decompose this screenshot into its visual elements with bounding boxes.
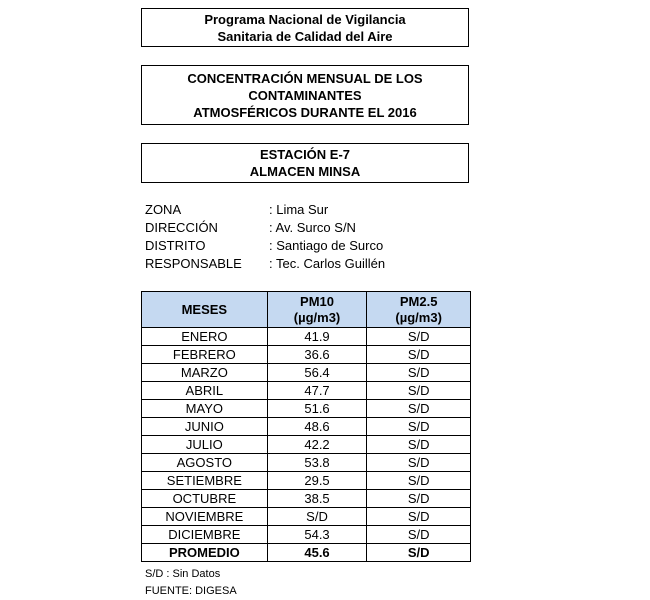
month-cell: FEBRERO [142,346,268,364]
table-row [142,418,471,436]
month-cell: ABRIL [142,382,268,400]
info-label: DIRECCIÓN [145,220,218,235]
pm25-cell: S/D [367,364,471,382]
month-cell: MAYO [142,400,268,418]
header-pm25-unit: (µg/m3) [395,309,442,325]
pm25-cell: S/D [367,418,471,436]
header-pm10-unit: (µg/m3) [293,309,341,325]
pm10-cell: 36.6 [267,346,367,364]
legend-note: S/D : Sin Datos [145,568,221,580]
header-pm25 [367,292,471,328]
table-row [142,400,471,418]
pm25-cell: S/D [367,490,471,508]
month-cell: OCTUBRE [142,490,268,508]
pm10-cell: 48.6 [267,418,367,436]
pm10-cell: 41.9 [267,328,367,346]
pm25-cell: S/D [367,346,471,364]
info-value: : Tec. Carlos Guillén [269,256,386,271]
pm10-cell: 29.5 [267,472,367,490]
table-row [142,346,471,364]
pm25-cell: S/D [367,472,471,490]
pm25-cell: S/D [367,328,471,346]
average-pm10-cell: 45.6 [267,544,367,562]
month-cell: NOVIEMBRE [142,508,268,526]
info-row-responsable [145,255,385,273]
pm25-cell: S/D [367,526,471,544]
info-value: : Av. Surco S/N [269,220,356,235]
pm10-cell: 56.4 [267,364,367,382]
table-row [142,490,471,508]
table-row [142,382,471,400]
pm25-cell: S/D [367,400,471,418]
info-row-direccion [145,219,385,237]
header-pm25-label: PM2.5 [399,293,438,309]
month-cell: JULIO [142,436,268,454]
table-row [142,328,471,346]
table-row [142,364,471,382]
average-row [142,544,471,562]
info-value: : Santiago de Surco [269,238,384,253]
pm25-cell: S/D [367,508,471,526]
monthly-concentration-table [141,291,471,562]
header-months [142,292,268,328]
average-pm25-cell: S/D [367,544,471,562]
pm25-cell: S/D [367,436,471,454]
station-name: ALMACEN MINSA [249,164,361,179]
table-row [142,436,471,454]
pm10-cell: S/D [267,508,367,526]
month-cell: AGOSTO [142,454,268,472]
info-row-distrito [145,237,385,255]
month-cell: MARZO [142,364,268,382]
info-row-zona [145,201,385,219]
pm10-cell: 42.2 [267,436,367,454]
source-note: FUENTE: DIGESA [145,585,237,597]
average-label-cell: PROMEDIO [142,544,268,562]
pm25-cell: S/D [367,382,471,400]
report-title-line-2: CONTAMINANTES [248,87,362,103]
header-months-label: MESES [181,301,228,317]
report-title-line-1: CONCENTRACIÓN MENSUAL DE LOS [187,70,423,86]
report-title-line-3: ATMOSFÉRICOS DURANTE EL 2016 [193,104,417,120]
header-pm10-label: PM10 [300,293,334,309]
pm10-cell: 47.7 [267,382,367,400]
pm25-cell: S/D [367,454,471,472]
pm10-cell: 54.3 [267,526,367,544]
table-row [142,508,471,526]
table-row [142,454,471,472]
month-cell: JUNIO [142,418,268,436]
report-title-box [141,65,469,125]
month-cell: ENERO [142,328,268,346]
program-line-1: Programa Nacional de Vigilancia [204,11,406,27]
month-cell: SETIEMBRE [142,472,268,490]
month-cell: DICIEMBRE [142,526,268,544]
program-title-box [141,8,469,47]
header-pm10 [267,292,367,328]
pm10-cell: 53.8 [267,454,367,472]
pm10-cell: 51.6 [267,400,367,418]
station-box [141,143,469,183]
info-label: DISTRITO [145,238,206,253]
station-info [145,201,385,273]
station-code: ESTACIÓN E-7 [259,147,351,162]
info-label: RESPONSABLE [145,256,242,271]
info-value: : Lima Sur [269,202,329,217]
table-header-row [142,292,471,328]
table-row [142,472,471,490]
info-label: ZONA [145,202,182,217]
table-row [142,526,471,544]
program-line-2: Sanitaria de Calidad del Aire [217,28,393,44]
pm10-cell: 38.5 [267,490,367,508]
